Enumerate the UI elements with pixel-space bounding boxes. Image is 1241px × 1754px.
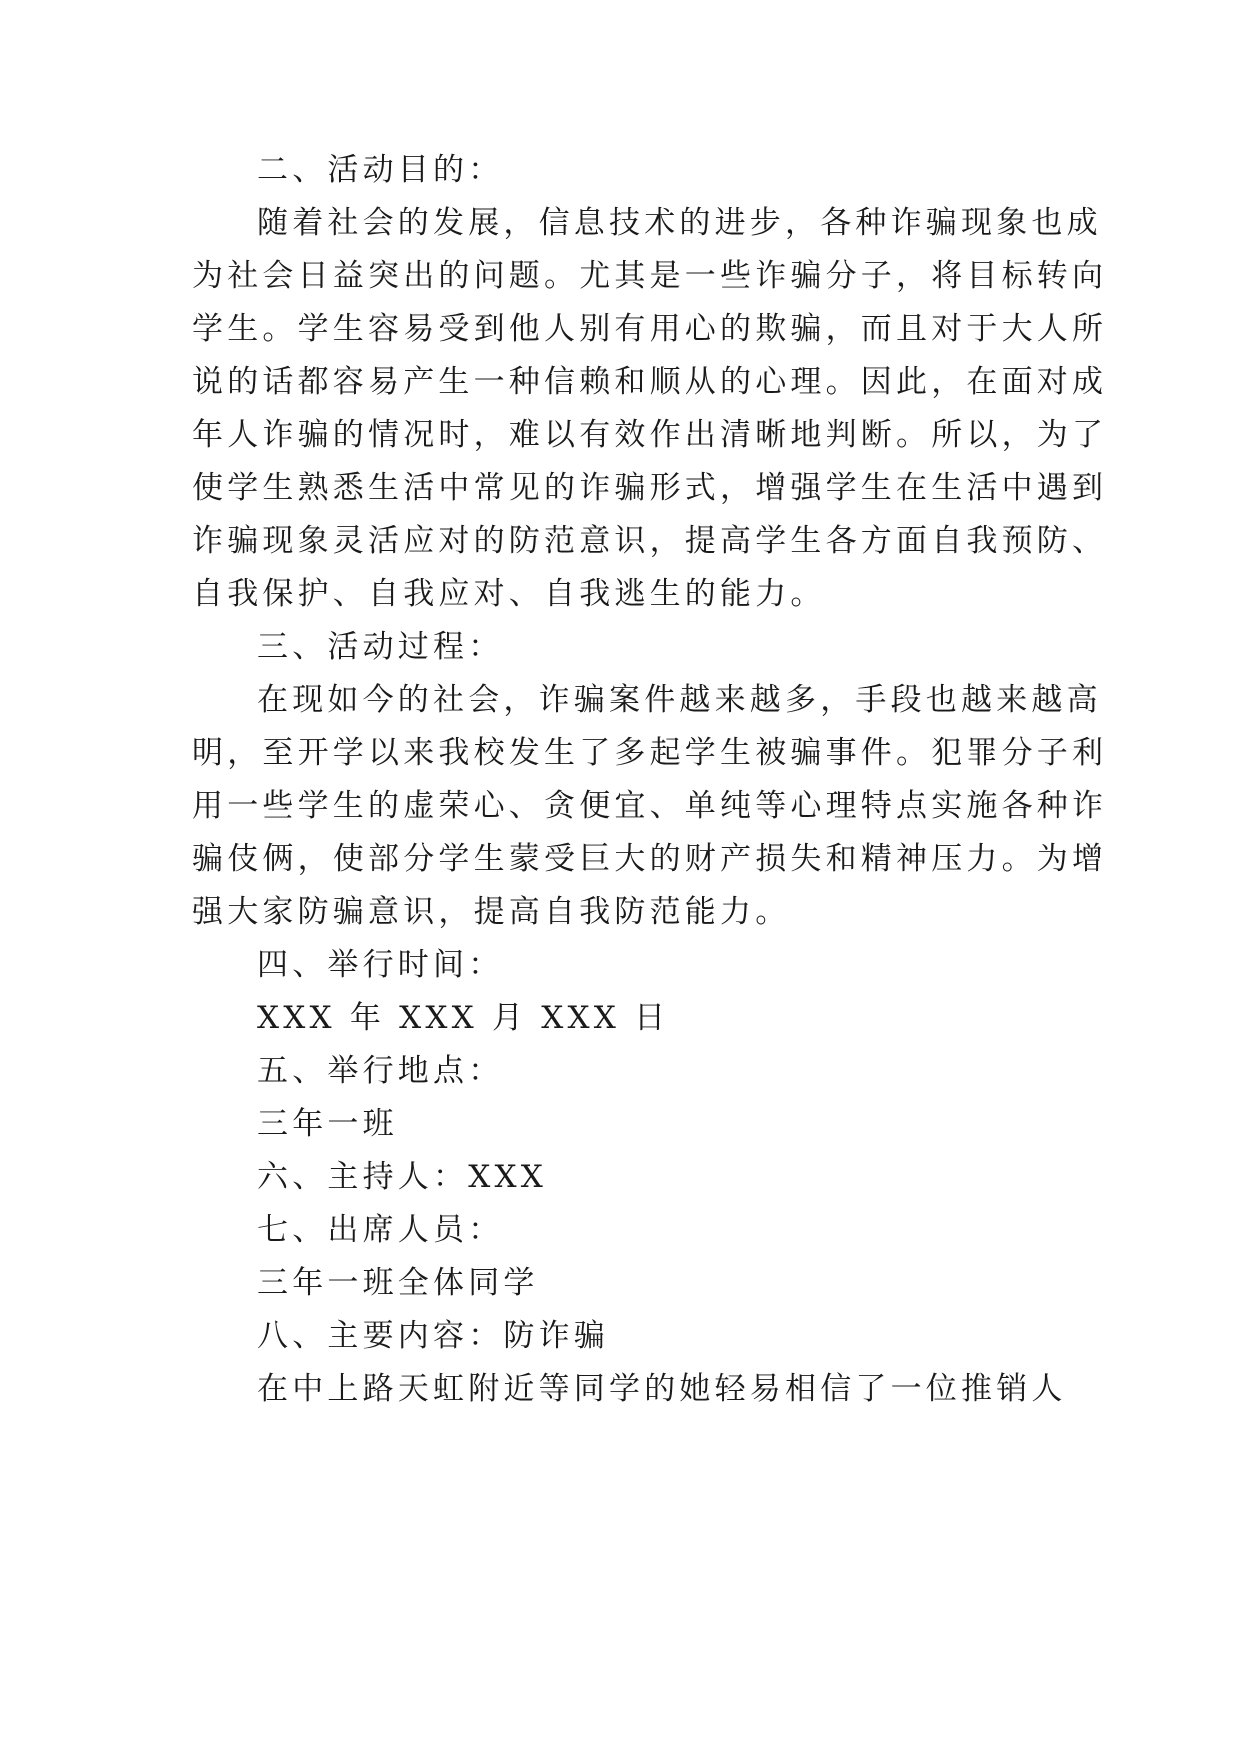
paragraph-line: 强大家防骗意识，提高自我防范能力。 [192, 894, 791, 930]
section-heading-process: 三、活动过程： [257, 629, 504, 665]
paragraph-line: 明，至开学以来我校发生了多起学生被骗事件。犯罪分子利 [192, 735, 1108, 771]
paragraph-line: 学生。学生容易受到他人别有用心的欺骗，而且对于大人所 [192, 311, 1108, 347]
paragraph-line: 自我保护、自我应对、自我逃生的能力。 [192, 576, 826, 612]
time-value: XXX 年 XXX 月 XXX 日 [257, 1000, 670, 1036]
paragraph-line: 使学生熟悉生活中常见的诈骗形式，增强学生在生活中遇到 [192, 470, 1108, 506]
paragraph-line: 在现如今的社会，诈骗案件越来越多，手段也越来越高 [257, 682, 1102, 718]
location-value: 三年一班 [257, 1106, 398, 1142]
paragraph-line: 诈骗现象灵活应对的防范意识，提高学生各方面自我预防、 [192, 523, 1108, 559]
section-heading-content: 八、主要内容：防诈骗 [257, 1318, 609, 1354]
section-heading-time: 四、举行时间： [257, 947, 504, 983]
section-heading-attendees: 七、出席人员： [257, 1212, 504, 1248]
paragraph-line: 骗伎俩，使部分学生蒙受巨大的财产损失和精神压力。为增 [192, 841, 1108, 877]
paragraph-line: 随着社会的发展，信息技术的进步，各种诈骗现象也成 [257, 205, 1102, 241]
attendees-value: 三年一班全体同学 [257, 1265, 539, 1301]
paragraph-line: 用一些学生的虚荣心、贪便宜、单纯等心理特点实施各种诈 [192, 788, 1108, 824]
section-heading-host: 六、主持人：XXX [257, 1159, 548, 1195]
section-heading-location: 五、举行地点： [257, 1053, 504, 1089]
paragraph-line: 为社会日益突出的问题。尤其是一些诈骗分子，将目标转向 [192, 258, 1108, 294]
paragraph-line: 说的话都容易产生一种信赖和顺从的心理。因此，在面对成 [192, 364, 1108, 400]
section-heading-purpose: 二、活动目的： [257, 152, 504, 188]
paragraph-line: 在中上路天虹附近等同学的她轻易相信了一位推销人 [257, 1371, 1067, 1407]
paragraph-line: 年人诈骗的情况时，难以有效作出清晰地判断。所以，为了 [192, 417, 1108, 453]
